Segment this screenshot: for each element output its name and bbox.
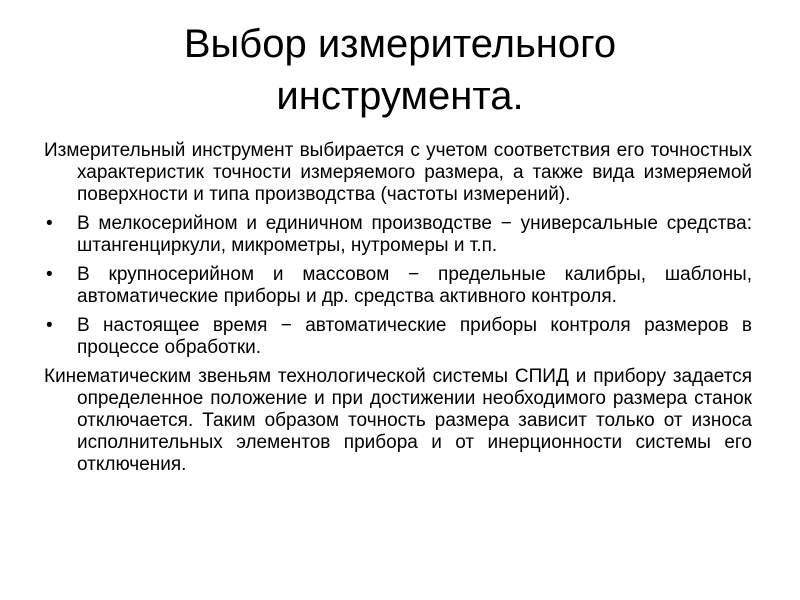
slide-title-line-1: Выбор измерительного bbox=[183, 22, 617, 66]
bullet-text: В крупносерийном и массовом − предельные калибры, шаблоны, автоматические приборы и др. средства активного контроля. bbox=[77, 264, 752, 307]
slide-body bbox=[44, 140, 752, 483]
bullet-item bbox=[44, 315, 752, 359]
closing-paragraph: Кинематическим звеньям технологической системы СПИД и прибору задается определенное положение и при достижении необходимого размера станок отключается. Таким образом точность размера зависит только от износа исполнительных элементов прибора и от инерционности системы его отключения. bbox=[44, 366, 752, 475]
bullet-item bbox=[44, 213, 752, 257]
bullet-text: В настоящее время − автоматические приборы контроля размеров в процессе обработки. bbox=[77, 315, 752, 358]
bullet-marker: • bbox=[46, 213, 53, 234]
bullet-list bbox=[44, 213, 752, 359]
bullet-marker: • bbox=[46, 315, 53, 336]
intro-paragraph: Измерительный инструмент выбирается с учетом соответствия его точностных характеристик точности измеряемого размера, а также вида измеряемой поверхности и типа производства (частоты измерений). bbox=[44, 140, 752, 205]
bullet-marker: • bbox=[46, 264, 53, 285]
bullet-text: В мелкосерийном и единичном производстве − универсальные средства: штангенциркули, микрометры, нутромеры и т.п. bbox=[77, 213, 752, 256]
slide-title bbox=[40, 18, 760, 122]
slide-title-line-2: инструмента. bbox=[276, 74, 524, 118]
bullet-item bbox=[44, 264, 752, 308]
